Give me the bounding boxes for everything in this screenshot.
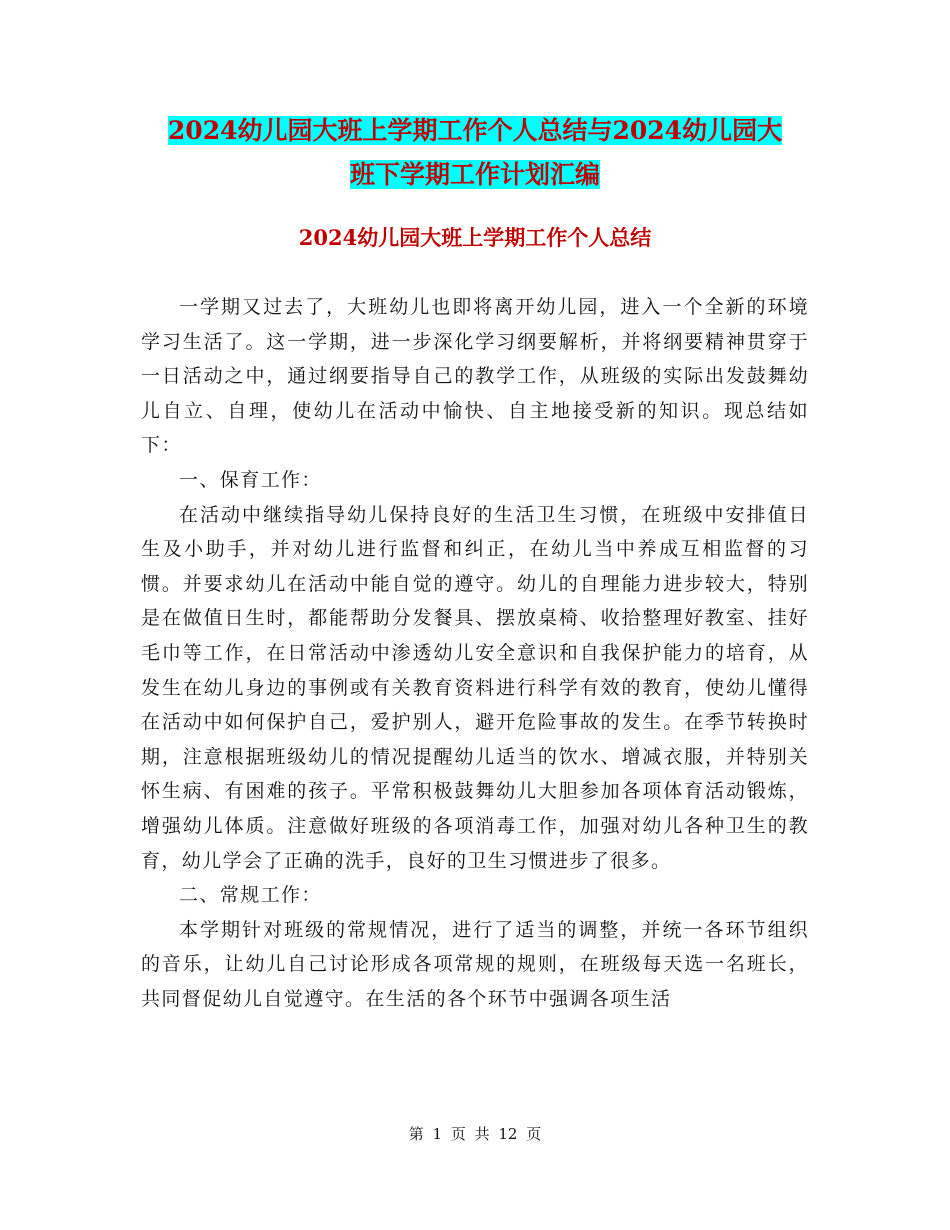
title-highlight: 班下学期工作计划汇编 bbox=[349, 160, 600, 189]
heading-care-work: 一、保育工作： bbox=[179, 468, 322, 491]
page-footer: 第 1 页 共 12 页 bbox=[408, 1125, 542, 1143]
paragraph-routine-work: 本学期针对班级的常规情况，进行了适当的调整，并统一各环节组织的音乐，让幼儿自己讨论形成各项常规的规则，在班级每天选一名班长，共同督促幼儿自觉遵守。在生活的各个环节中强调各项生活 bbox=[141, 918, 809, 1010]
heading-routine-work: 二、常规工作： bbox=[179, 884, 322, 907]
section-title: 2024幼儿园大班上学期工作个人总结 bbox=[298, 225, 652, 250]
paragraph-care-work: 在活动中继续指导幼儿保持良好的生活卫生习惯，在班级中安排值日生及小助手，并对幼儿进行监督和纠正，在幼儿当中养成互相监督的习惯。并要求幼儿在活动中能自觉的遵守。幼儿的自理能力进步较大，特别是在做值日生时，都能帮助分发餐具、摆放桌椅、收拾整理好教室、挂好毛巾等工作，在日常活动中渗透幼儿安全意识和自我保护能力的培育，从发生在幼儿身边的事例或有关教育资料进行科学有效的教育，使幼儿懂得在活动中如何保护自己，爱护别人，避开危险事故的发生。在季节转换时期，注意根据班级幼儿的情况提醒幼儿适当的饮水、增减衣服，并特别关怀生病、有困难的孩子。平常积极鼓舞幼儿大胆参加各项体育活动锻炼，增强幼儿体质。注意做好班级的各项消毒工作，加强对幼儿各种卫生的教育，幼儿学会了正确的洗手，良好的卫生习惯进步了很多。 bbox=[141, 503, 809, 872]
title-highlight: 2024幼儿园大班上学期工作个人总结与2024幼儿园大 bbox=[167, 116, 783, 145]
body-text bbox=[141, 290, 809, 1016]
document-title-line-2 bbox=[120, 152, 830, 198]
document-title-line-1 bbox=[120, 108, 830, 154]
paragraph-intro: 一学期又过去了，大班幼儿也即将离开幼儿园，进入一个全新的环境学习生活了。这一学期，进一步深化学习纲要解析，并将纲要精神贯穿于一日活动之中，通过纲要指导自己的教学工作，从班级的实际出发鼓舞幼儿自立、自理，使幼儿在活动中愉快、自主地接受新的知识。现总结如下： bbox=[141, 296, 809, 457]
